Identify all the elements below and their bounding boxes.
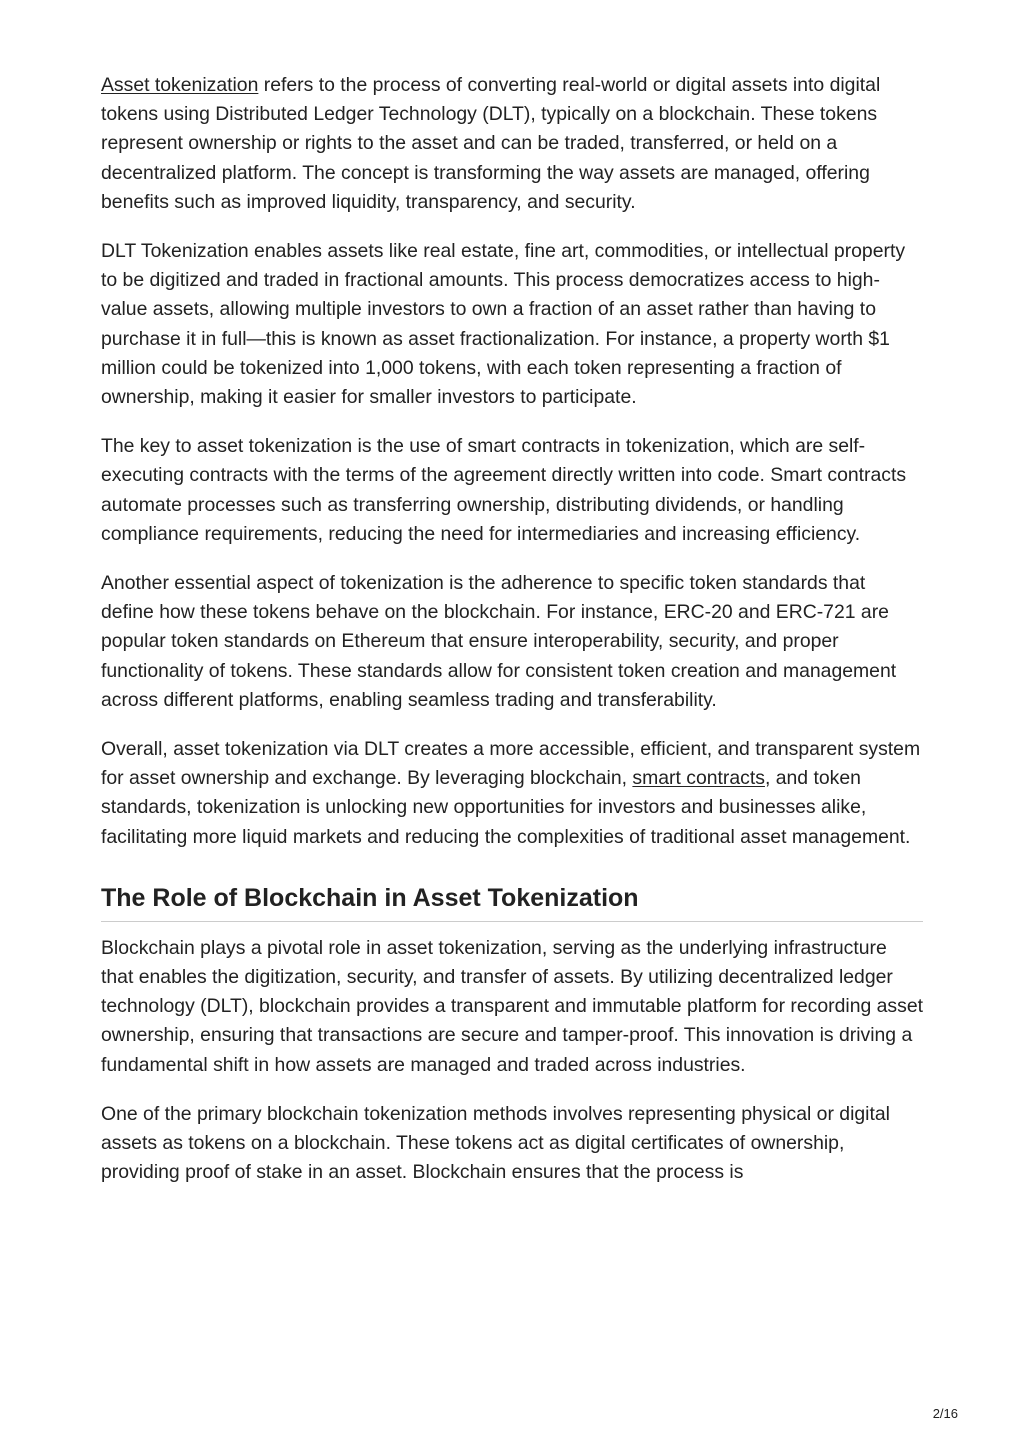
page-number: 2/16 (932, 1406, 958, 1421)
article-body (101, 71, 923, 1208)
paragraph-smart-contracts: The key to asset tokenization is the use of smart contracts in tokenization, which are self-executing contracts with the terms of the agreement directly written into code. Smart contracts automate processes such as transferring ownership, distributing dividends, or handling compliance requirements, reducing the need for intermediaries and increasing efficiency. (101, 435, 907, 545)
smart-contracts-link[interactable]: smart contracts (632, 767, 765, 790)
paragraph-intro-text: refers to the process of converting real-world or digital assets into digital tokens using Distributed Ledger Technology (DLT), typically on a blockchain. These tokens represent ownership or rights to the asset and can be traded, transferred, or held on a decentralized platform. The concept is transforming the way assets are managed, offering benefits such as improved liquidity, transparency, and security. (101, 74, 881, 213)
paragraph-tokenization-methods: One of the primary blockchain tokenization methods involves representing physical or digital assets as tokens on a blockchain. These tokens act as digital certificates of ownership, providing proof of stake in an asset. Blockchain ensures that the process is (101, 1102, 890, 1184)
paragraph-overall-text-before: Overall, asset tokenization via DLT creates a more accessible, efficient, and transparent system for asset ownership and exchange. By leveraging blockchain, (101, 738, 921, 790)
section-heading: The Role of Blockchain in Asset Tokenization (101, 882, 923, 922)
paragraph-overall-text-after: , and token standards, tokenization is unlocking new opportunities for investors and businesses alike, facilitating more liquid markets and reducing the complexities of traditional asset management. (101, 767, 911, 848)
paragraph-intro (101, 71, 923, 217)
paragraph-overall (101, 735, 923, 852)
paragraph-token-standards: Another essential aspect of tokenization is the adherence to specific token standards that define how these tokens behave on the blockchain. For instance, ERC-20 and ERC-721 are popular token standards on Ethereum that ensure interoperability, security, and proper functionality of tokens. These standards allow for consistent token creation and management across different platforms, enabling seamless trading and transferability. (101, 572, 897, 711)
paragraph-blockchain-role: Blockchain plays a pivotal role in asset tokenization, serving as the underlying infrastructure that enables the digitization, security, and transfer of assets. By utilizing decentralized ledger technology (DLT), blockchain provides a transparent and immutable platform for recording asset ownership, ensuring that transactions are secure and tamper-proof. This innovation is driving a fundamental shift in how assets are managed and traded across industries. (101, 936, 923, 1076)
asset-tokenization-link[interactable]: Asset tokenization (101, 74, 259, 96)
paragraph-dlt-tokenization: DLT Tokenization enables assets like real estate, fine art, commodities, or intellectual property to be digitized and traded in fractional amounts. This process democratizes access to high-value assets, allowing multiple investors to own a fraction of an asset rather than having to purchase it in full—this is known as asset fractionalization. For instance, a property worth $1 million could be tokenized into 1,000 tokens, with each token representing a fraction of ownership, making it easier for smaller investors to participate. (101, 240, 906, 409)
